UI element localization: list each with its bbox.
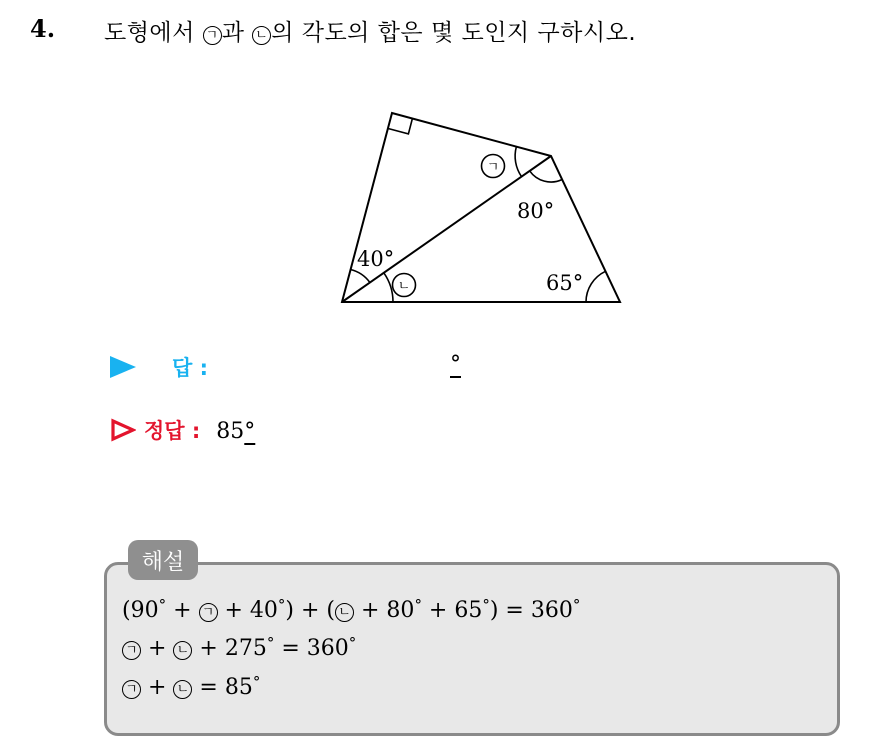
answer-label: 답 : [172,356,208,380]
degree-symbol: ° [482,596,490,614]
degree-symbol: ° [572,596,581,614]
correct-answer-value: 85 [216,419,245,444]
angle-a-arc [515,147,521,177]
play-arrow-icon [110,356,136,378]
angle-b-arc [384,273,393,302]
symbol-a-marker: ㄱ [122,641,141,660]
correct-answer-label: 정답 : [144,419,201,443]
question-text-mid: 과 [221,20,253,46]
sol3-text: = 85 [192,675,253,700]
sol2-text: = 360 [274,636,349,661]
symbol-b-marker: ㄴ [335,603,354,622]
symbol-a-marker: ㄱ [203,26,222,45]
solution-line-2 [122,634,356,661]
diagonal-line [342,156,551,302]
sol2-text: + [141,636,174,661]
question-text [104,14,636,47]
symbol-b-marker: ㄴ [173,641,192,660]
question-text-before: 도형에서 [104,20,203,46]
angle-40-arc [351,270,370,283]
sol3-text: + [141,675,174,700]
correct-answer-row [110,414,255,445]
answer-row [110,352,208,382]
right-angle-mark [388,119,412,134]
degree-symbol: ° [252,673,261,691]
solution-line-1 [122,596,580,623]
marker-a-label: ㄱ [486,160,500,175]
angle-40-label: 40° [357,247,395,271]
solution-line-3 [122,673,260,700]
angle-80-label: 80° [517,199,555,223]
question-text-after: 의 각도의 합은 몇 도인지 구하시오. [271,20,637,46]
sol1-text: (90 [122,598,159,623]
answer-blank-unit: ° [450,352,461,377]
angle-65-label: 65° [546,271,584,295]
solution-title: 해설 [128,540,198,580]
degree-symbol: ° [158,596,167,614]
symbol-b-marker: ㄴ [252,26,271,45]
symbol-a-marker: ㄱ [122,680,141,699]
sol1-text: ) = 360 [489,598,573,623]
symbol-a-marker: ㄱ [199,603,218,622]
sol1-text: + [166,598,199,623]
angle-65-arc [586,271,606,302]
sol1-text: + 40 [217,598,278,623]
outline-arrow-icon [110,418,136,442]
question-number: 4. [30,14,56,43]
degree-symbol: ° [266,634,275,652]
sol1-text: + 65 [421,598,483,623]
correct-answer-unit: ° [244,419,256,444]
sol1-text: + 80 [354,598,415,623]
sol2-text: + 275 [192,636,267,661]
degree-symbol: ° [414,596,422,614]
symbol-b-marker: ㄴ [173,680,192,699]
degree-symbol: ° [348,634,357,652]
quadrilateral-figure [330,100,630,312]
sol1-text: ) + ( [285,598,336,623]
angle-80-arc [530,171,562,182]
marker-b-label: ㄴ [397,279,411,294]
degree-symbol: ° [277,596,286,614]
